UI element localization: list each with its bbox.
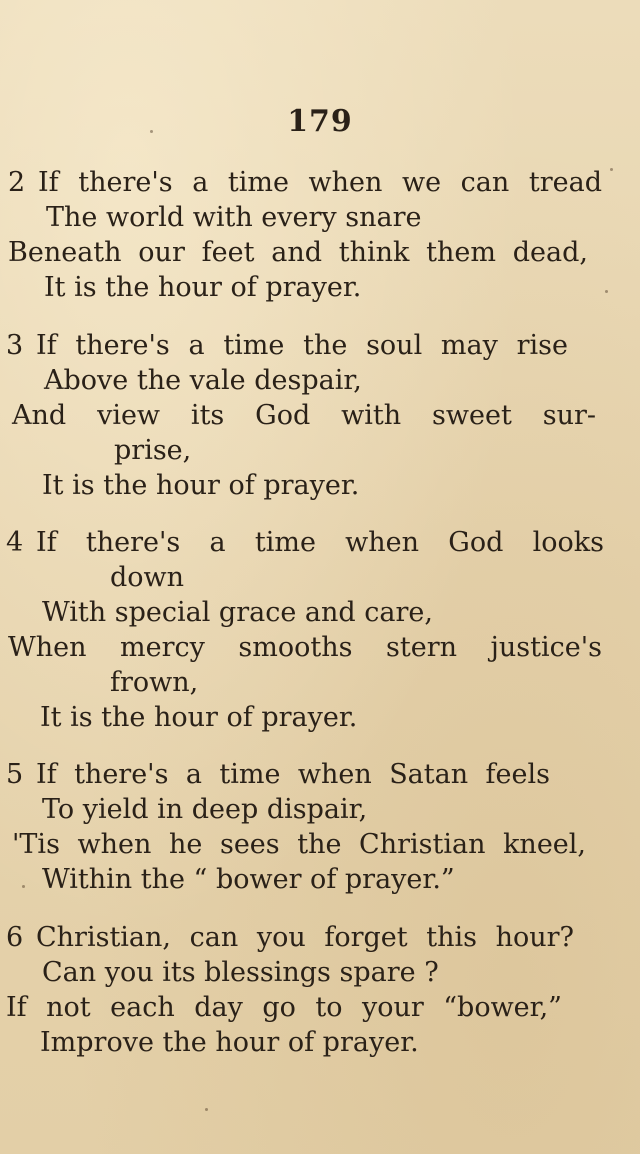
- page-number: 179: [287, 104, 353, 139]
- stanza-2-line-3: Beneath our feet and think them dead,: [8, 237, 588, 268]
- paper-speck: [605, 290, 608, 293]
- stanza-5-line-1: 5 If there's a time when Satan feels: [6, 759, 550, 790]
- stanza-2-line-2: The world with every snare: [46, 202, 422, 233]
- stanza-5-line-2: To yield in deep dispair,: [42, 794, 368, 825]
- stanza-5-line-3: 'Tis when he sees the Christian kneel,: [12, 829, 586, 860]
- stanza-4-line-4: When mercy smooths stern justice's: [8, 632, 602, 663]
- stanza-6-line-4: Improve the hour of prayer.: [40, 1027, 419, 1058]
- stanza-number: 5: [6, 759, 24, 790]
- stanza-6-line-2: Can you its blessings spare ?: [42, 957, 439, 988]
- stanza-3-line-3: And view its God with sweet sur-: [12, 400, 596, 431]
- stanza-number: 3: [6, 330, 24, 361]
- stanza-4-line-1: 4 If there's a time when God looks: [6, 527, 604, 558]
- paper-speck: [610, 168, 613, 171]
- paper-speck: [205, 1108, 208, 1111]
- stanza-3-line-1: 3 If there's a time the soul may rise: [6, 330, 568, 361]
- paper-speck: [22, 885, 25, 888]
- stanza-6-line-3: If not each day go to your “bower,”: [6, 992, 562, 1023]
- stanza-2-line-4: It is the hour of prayer.: [44, 272, 362, 303]
- stanza-number: 6: [6, 922, 24, 953]
- stanza-number: 4: [6, 527, 24, 558]
- stanza-4-line-6: It is the hour of prayer.: [40, 702, 358, 733]
- stanza-2-line-1: 2 If there's a time when we can tread: [8, 167, 602, 198]
- stanza-4-line-5: frown,: [110, 667, 199, 698]
- stanza-number: 2: [8, 167, 26, 198]
- paper-speck: [150, 130, 153, 133]
- stanza-3-line-5: It is the hour of prayer.: [42, 470, 360, 501]
- stanza-3-line-2: Above the vale despair,: [44, 365, 362, 396]
- stanza-5-line-4: Within the “ bower of prayer.”: [42, 864, 455, 895]
- stanza-6-line-1: 6 Christian, can you forget this hour?: [6, 922, 574, 953]
- stanza-3-line-4: prise,: [114, 435, 192, 466]
- stanza-4-line-3: With special grace and care,: [42, 597, 433, 628]
- stanza-4-line-2: down: [110, 562, 185, 593]
